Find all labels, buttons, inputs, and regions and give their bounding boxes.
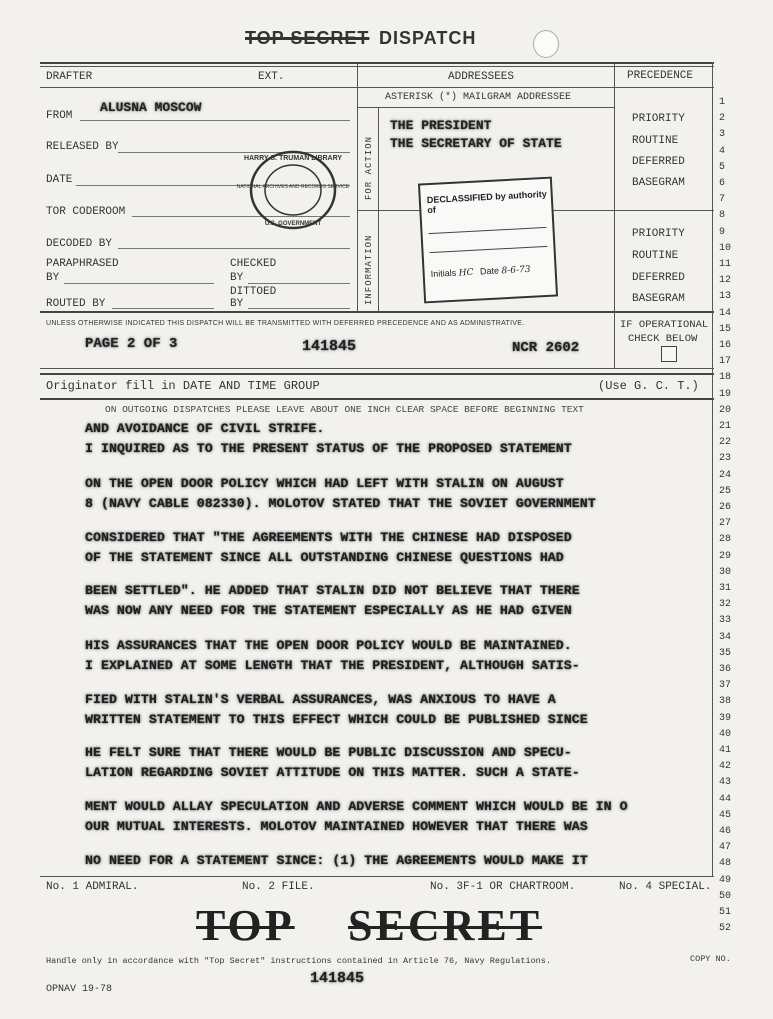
line-number: 4 (719, 145, 726, 157)
dtg-value: 141845 (302, 338, 357, 355)
line-number: 43 (719, 777, 732, 789)
seal-top-text: HARRY S. TRUMAN LIBRARY (243, 155, 343, 162)
precedence-action-priority: PRIORITY (632, 113, 685, 125)
action-addressee-2: THE SECRETARY OF STATE (390, 136, 562, 151)
dispatch-title (245, 28, 476, 49)
line-number: 13 (719, 291, 732, 303)
line-number: 19 (719, 388, 732, 400)
title-rest: DISPATCH (378, 28, 477, 48)
line-number: 41 (719, 745, 732, 756)
declass-initials-label: Initials (430, 267, 457, 280)
copy-no-label: COPY NO. (690, 954, 731, 964)
body-line: I EXPLAINED AT SOME LENGTH THAT THE PRESIDENT, ALTHOUGH SATIS- (85, 658, 580, 673)
dittoed-by-label: BY (230, 298, 244, 310)
line-number: 31 (719, 583, 732, 594)
ncr-value: NCR 2602 (512, 340, 580, 356)
line-number: 50 (719, 890, 732, 902)
line-number: 42 (719, 761, 732, 773)
line-number: 27 (719, 518, 732, 530)
form-number: OPNAV 19-78 (46, 984, 113, 995)
line-number: 49 (719, 874, 732, 886)
information-label: INFORMATION (364, 234, 374, 305)
operational-checkbox[interactable] (661, 346, 677, 362)
line-number: 17 (719, 356, 732, 368)
line-number: 25 (719, 485, 732, 497)
line-number: 52 (719, 923, 732, 935)
addressees-label: ADDRESSEES (448, 71, 515, 83)
line-number: 37 (719, 680, 732, 692)
seal-bottom-text: U.S. GOVERNMENT (264, 221, 322, 227)
line-number: 21 (719, 421, 732, 432)
body-line: WRITTEN STATEMENT TO THIS EFFECT WHICH COULD BE PUBLISHED SINCE (85, 712, 588, 727)
declassified-stamp (418, 177, 558, 304)
line-number: 26 (719, 502, 732, 513)
line-number: 29 (719, 550, 732, 562)
line-number: 47 (719, 842, 732, 854)
body-line: WAS NOW ANY NEED FOR THE STATEMENT ESPECIALLY AS HE HAD GIVEN (85, 603, 572, 618)
dist-special: No. 4 SPECIAL. (619, 881, 712, 893)
line-number: 36 (719, 664, 732, 675)
precedence-info-routine: ROUTINE (632, 250, 679, 262)
checked-by-label: BY (230, 272, 244, 284)
punch-hole-icon (533, 30, 559, 58)
line-number: 14 (719, 307, 732, 319)
line-number: 33 (719, 615, 732, 627)
body-line: NO NEED FOR A STATEMENT SINCE: (1) THE AGREEMENTS WOULD MAKE IT (85, 853, 588, 868)
line-number: 24 (719, 469, 732, 481)
precedence-action-deferred: DEFERRED (632, 156, 685, 168)
dist-admiral: No. 1 ADMIRAL. (46, 881, 139, 893)
for-action-label: FOR ACTION (364, 135, 374, 200)
line-number: 48 (719, 858, 732, 870)
precedence-info-priority: PRIORITY (632, 228, 685, 240)
from-label: FROM (46, 110, 73, 122)
tor-label: TOR CODEROOM (46, 206, 126, 218)
check-below-label: CHECK BELOW (628, 333, 698, 345)
body-line: I INQUIRED AS TO THE PRESENT STATUS OF THE PROPOSED STATEMENT (85, 441, 572, 456)
line-number: 6 (719, 178, 726, 189)
page-info: PAGE 2 OF 3 (85, 336, 178, 352)
dist-chartroom: No. 3F-1 OR CHARTROOM. (430, 881, 576, 893)
line-number: 7 (719, 194, 726, 206)
line-number: 2 (719, 113, 726, 125)
body-line: HIS ASSURANCES THAT THE OPEN DOOR POLICY WOULD BE MAINTAINED. (85, 638, 572, 653)
drafter-label: DRAFTER (46, 71, 93, 83)
line-number: 51 (719, 907, 732, 918)
line-number: 30 (719, 566, 732, 578)
line-number: 44 (719, 793, 732, 805)
paraphrased-by-label: BY (46, 272, 60, 284)
action-addressee-1: THE PRESIDENT (390, 118, 492, 133)
mailgram-label: ASTERISK (*) MAILGRAM ADDRESSEE (385, 92, 572, 103)
body-line: OF THE STATEMENT SINCE ALL OUTSTANDING CHINESE QUESTIONS HAD (85, 550, 564, 565)
body-line: ON THE OPEN DOOR POLICY WHICH HAD LEFT WITH STALIN ON AUGUST (85, 476, 564, 491)
released-label: RELEASED BY (46, 141, 119, 153)
line-number: 11 (719, 259, 732, 270)
line-number: 22 (719, 437, 732, 449)
precedence-info-basegram: BASEGRAM (632, 293, 685, 305)
decoded-label: DECODED BY (46, 238, 113, 250)
archives-seal-icon (236, 148, 350, 232)
declass-date-value: 8-6-73 (501, 264, 531, 277)
dist-file: No. 2 FILE. (242, 881, 315, 893)
body-line: HE FELT SURE THAT THERE WOULD BE PUBLIC DISCUSSION AND SPECU- (85, 745, 572, 760)
body-line: BEEN SETTLED". HE ADDED THAT STALIN DID NOT BELIEVE THAT THERE (85, 583, 580, 598)
body-line: CONSIDERED THAT "THE AGREEMENTS WITH THE CHINESE HAD DISPOSED (85, 530, 572, 545)
paraphrased-label: PARAPHRASED (46, 258, 119, 270)
precedence-action-routine: ROUTINE (632, 135, 679, 147)
line-number: 3 (719, 129, 726, 141)
line-number: 5 (719, 161, 726, 173)
line-number: 15 (719, 323, 732, 335)
top-secret-word-1: TOP (196, 901, 295, 950)
top-secret-word-2: SECRET (348, 901, 543, 950)
date-label: DATE (46, 174, 73, 186)
declass-title: DECLASSIFIED by authority of (426, 188, 547, 216)
line-number: 39 (719, 712, 732, 724)
line-number: 40 (719, 728, 732, 740)
dittoed-label: DITTOED (230, 286, 277, 298)
line-number: 10 (719, 242, 732, 254)
body-line: OUR MUTUAL INTERESTS. MOLOTOV MAINTAINED HOWEVER THAT THERE WAS (85, 819, 588, 834)
line-number: 16 (719, 340, 732, 351)
body-line: FIED WITH STALIN'S VERBAL ASSURANCES, WAS ANXIOUS TO HAVE A (85, 692, 556, 707)
handle-note: Handle only in accordance with "Top Secret" instructions contained in Article 76, Navy Regulations. (46, 956, 551, 966)
use-gct-note: (Use G. C. T.) (598, 379, 699, 393)
body-line: 8 (NAVY CABLE 082330). MOLOTOV STATED THAT THE SOVIET GOVERNMENT (85, 496, 596, 511)
line-number: 12 (719, 275, 732, 287)
routed-label: ROUTED BY (46, 298, 106, 310)
body-line: AND AVOIDANCE OF CIVIL STRIFE. (85, 421, 325, 436)
line-number: 1 (719, 97, 726, 108)
line-number: 28 (719, 534, 732, 546)
precedence-action-basegram: BASEGRAM (632, 177, 685, 189)
body-line: MENT WOULD ALLAY SPECULATION AND ADVERSE COMMENT WHICH WOULD BE IN O (85, 799, 628, 814)
ext-label: EXT. (258, 71, 285, 83)
checked-label: CHECKED (230, 258, 277, 270)
if-operational-label: IF OPERATIONAL (620, 319, 709, 331)
line-number: 20 (719, 404, 732, 416)
line-number: 9 (719, 226, 726, 238)
declass-date-label: Date (479, 265, 500, 277)
line-number: 8 (719, 210, 726, 222)
outgoing-note: ON OUTGOING DISPATCHES PLEASE LEAVE ABOUT ONE INCH CLEAR SPACE BEFORE BEGINNING TEXT (105, 404, 584, 415)
line-number: 45 (719, 809, 732, 821)
line-number: 38 (719, 696, 732, 708)
line-number: 46 (719, 826, 732, 837)
line-number: 23 (719, 453, 732, 465)
from-value: ALUSNA MOSCOW (100, 100, 202, 115)
line-number: 35 (719, 647, 732, 659)
unless-note: UNLESS OTHERWISE INDICATED THIS DISPATCH WILL BE TRANSMITTED WITH DEFERRED PRECEDENCE AND AS ADMINISTRATIVE. (46, 320, 525, 327)
line-number: 18 (719, 372, 732, 384)
body-line: LATION REGARDING SOVIET ATTITUDE ON THIS MATTER. SUCH A STATE- (85, 765, 580, 780)
seal-middle-text: NATIONAL ARCHIVES AND RECORDS SERVICE (236, 184, 350, 190)
declass-initials-value: HC (458, 267, 474, 279)
line-number: 34 (719, 631, 732, 643)
originator-note: Originator fill in DATE AND TIME GROUP (46, 379, 320, 393)
title-struck: TOP SECRET (245, 28, 370, 48)
precedence-label: PRECEDENCE (627, 70, 694, 82)
line-number: 32 (719, 599, 732, 611)
precedence-info-deferred: DEFERRED (632, 272, 685, 284)
bottom-dtg: 141845 (310, 970, 365, 987)
